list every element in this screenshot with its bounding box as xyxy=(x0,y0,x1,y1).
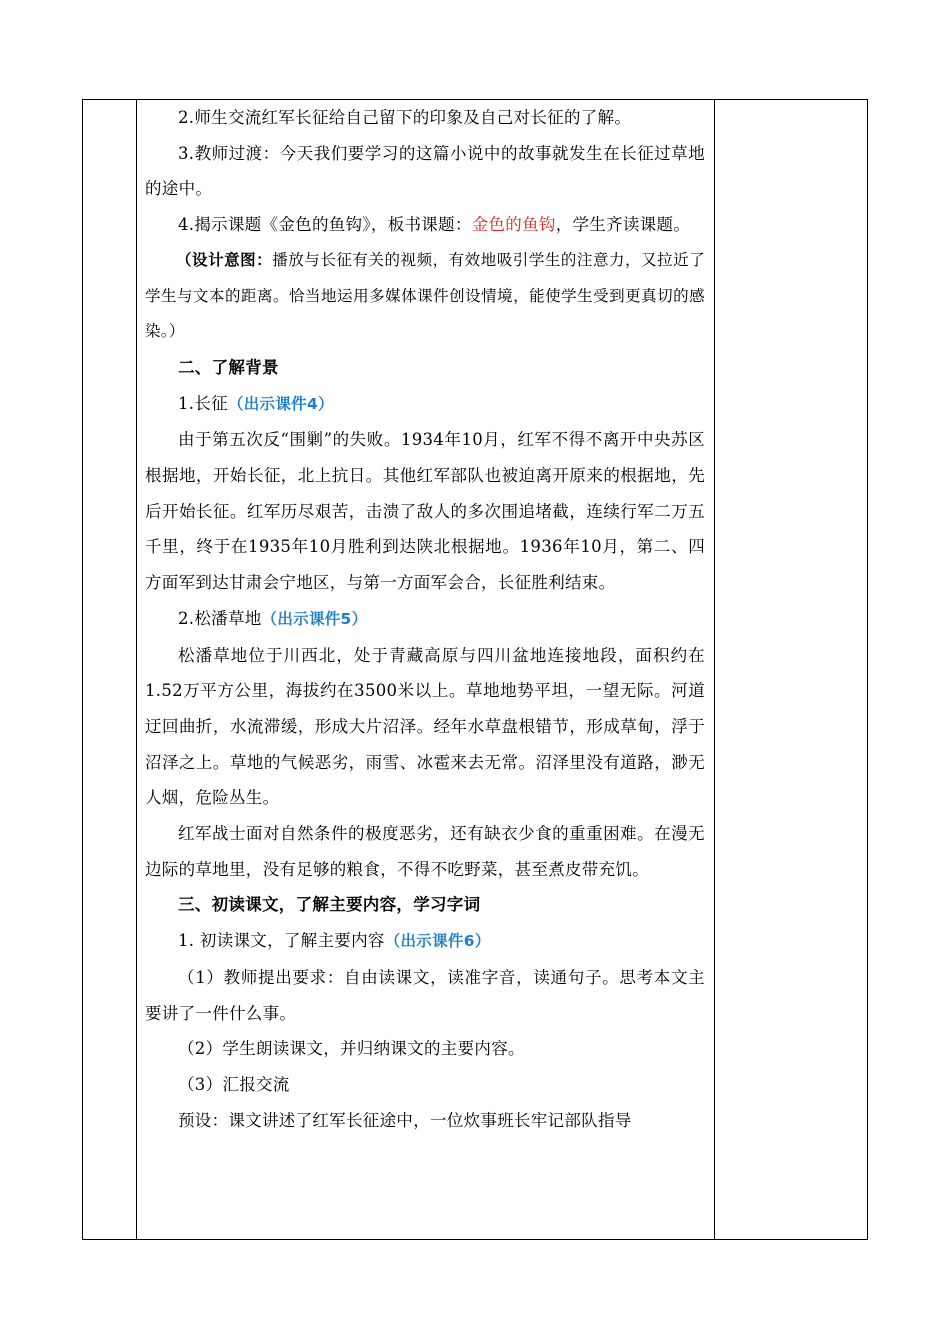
item-requirement: （1）教师提出要求：自由读课文，读准字音，读通句子。思考本文主要讲了一件什么事。 xyxy=(145,967,705,1023)
item-preset: 预设：课文讲述了红军长征途中，一位炊事班长牢记部队指导 xyxy=(178,1110,632,1130)
courseware-4-label: （出示课件4） xyxy=(227,394,334,413)
table-column-divider-right xyxy=(714,100,715,1239)
section-heading-background: 二、了解背景 xyxy=(178,357,279,377)
courseware-6-label: （出示课件6） xyxy=(384,932,491,951)
item-report: （3）汇报交流 xyxy=(178,1074,290,1094)
paragraph-transition: 3.教师过渡：今天我们要学习的这篇小说中的故事就发生在长征过草地的途中。 xyxy=(145,143,705,199)
design-intent-text: 播放与长征有关的视频，有效地吸引学生的注意力，又拉近了学生与文本的距离。恰当地运用多媒体课件创设情境，能使学生受到更真切的感染。） xyxy=(145,250,705,341)
paragraph-songpan-1: 松潘草地位于川西北，处于青藏高原与四川盆地连接地段，面积约在1.52万平方公里，海拔约在3500米以上。草地地势平坦，一望无际。河道迂回曲折，水流滞缓，形成大片沼泽。经年水草盘根错节，形成草甸，浮于沼泽之上。草地的气候恶劣，雨雪、冰雹来去无常。沼泽里没有道路，渺无人烟，危险丛生。 xyxy=(145,645,705,808)
section-heading-first-reading: 三、初读课文，了解主要内容，学习字词 xyxy=(178,895,481,915)
reveal-title-text: 4.揭示课题《金色的鱼钩》，板书课题： xyxy=(178,215,472,235)
board-title-red: 金色的鱼钩 xyxy=(471,215,556,235)
subheading-long-march-text: 1.长征 xyxy=(178,393,228,413)
design-intent xyxy=(145,243,705,350)
paragraph-reveal-title xyxy=(145,207,705,243)
table-column-divider-left xyxy=(136,100,137,1239)
paragraph-songpan-2: 红军战士面对自然条件的极度恶劣，还有缺衣少食的重重困难。在漫无边际的草地里，没有足够的粮食，不得不吃野菜，甚至煮皮带充饥。 xyxy=(145,824,705,879)
subheading-first-reading xyxy=(145,923,705,960)
item-read-aloud: （2）学生朗读课文，并归纳课文的主要内容。 xyxy=(178,1039,525,1059)
courseware-5-label: （出示课件5） xyxy=(261,609,368,628)
reveal-title-tail: ，学生齐读课题。 xyxy=(555,215,691,235)
teaching-process-cell xyxy=(145,100,705,1138)
paragraph-long-march: 由于第五次反“围剿”的失败。1934年10月，红军不得不离开中央苏区根据地，开始长征，北上抗日。其他红军部队也被迫离开原来的根据地，先后开始长征。红军历尽艰苦，击溃了敌人的多次围追堵截，连续行军二万五千里，终于在1935年10月胜利到达陕北根据地。1936年10月，第二、四方面军到达甘肃会宁地区，与第一方面军会合，长征胜利结束。 xyxy=(145,430,705,593)
subheading-long-march xyxy=(145,386,705,423)
design-intent-label: （设计意图： xyxy=(176,250,273,269)
subheading-songpan-text: 2.松潘草地 xyxy=(178,608,262,628)
subheading-first-reading-text: 1. 初读课文，了解主要内容 xyxy=(178,931,385,951)
subheading-songpan xyxy=(145,601,705,638)
paragraph-exchange: 2.师生交流红军长征给自己留下的印象及自己对长征的了解。 xyxy=(178,108,632,127)
